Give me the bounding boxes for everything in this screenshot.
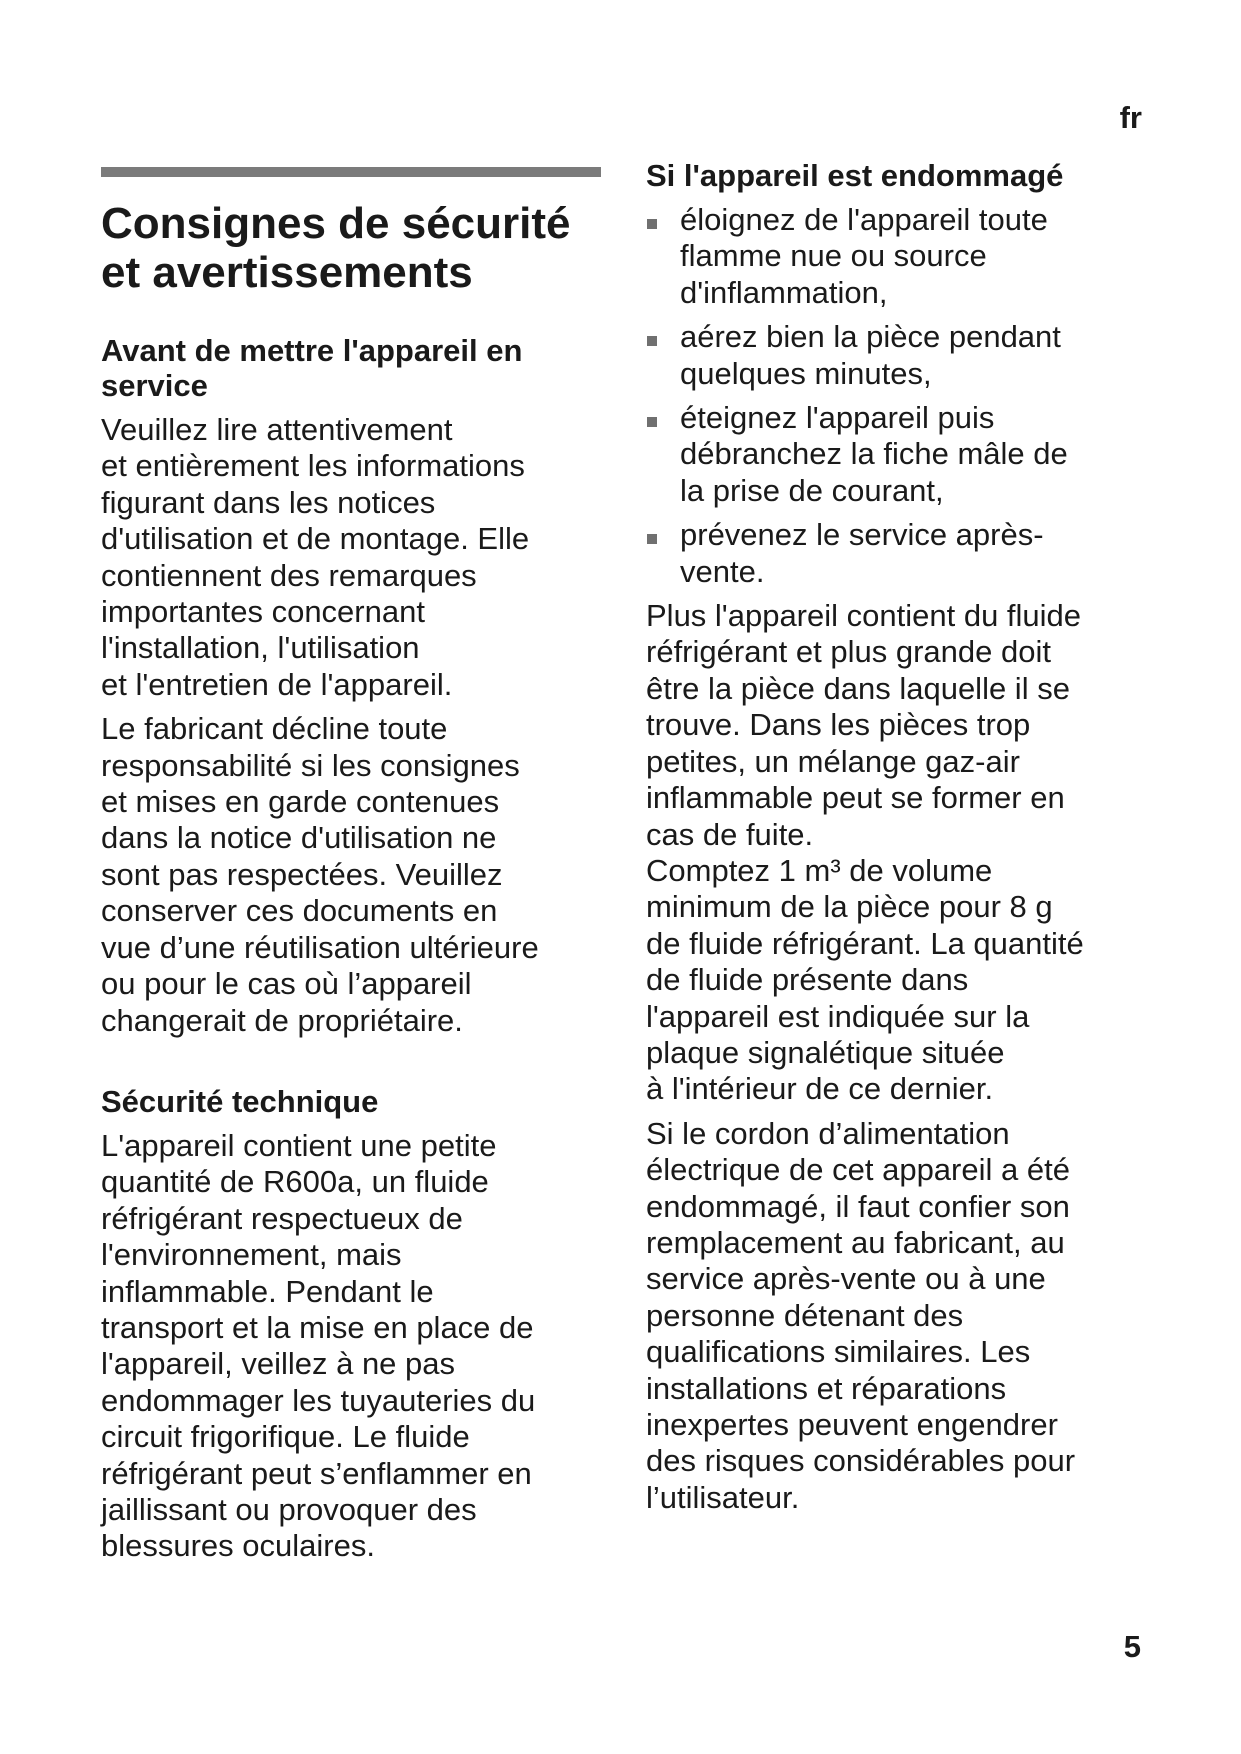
- paragraph-manufacturer-liability: Le fabricant décline toute responsabilité si les consignes et mises en garde contenues dans la notice d'utilisation ne sont pas respectées. Veuillez conserver ces documents en vue d’une réutilisation ultérieure ou pour le cas où l’appareil changerait de propriétaire.: [101, 711, 539, 1038]
- list-item-text: éloignez de l'appareil toute flamme nue ou source d'inflammation,: [680, 202, 1048, 310]
- section-heading-damaged-appliance: Si l'appareil est endommagé: [646, 158, 1064, 193]
- section-divider-bar: [101, 167, 601, 177]
- list-item: [646, 319, 1146, 392]
- square-bullet-icon: [647, 534, 657, 544]
- paragraph-power-cord: Si le cordon d’alimentation électrique de cet appareil a été endommagé, il faut confier son remplacement au fabricant, au service après-vente ou à une personne détenant des qualifications similaires. Les installations et réparations inexpertes peuvent engendrer des risques considérables pour l’utilisateur.: [646, 1115, 1076, 1515]
- paragraph-volume-requirement: Comptez 1 m³ de volume minimum de la pièce pour 8 g de fluide réfrigérant. La quantité de fluide présente dans l'appareil est indiquée sur la plaque signalétique située à l'intérieur de ce dernier.: [646, 852, 1084, 1107]
- paragraph-read-instructions: Veuillez lire attentivement et entièrement les informations figurant dans les notices d'utilisation et de montage. Elle contiennent des remarques importantes concernant l'installation, l'utilisation et l'entretien de l'appareil.: [101, 412, 530, 702]
- section-heading-technical-safety: Sécurité technique: [101, 1083, 379, 1119]
- square-bullet-icon: [647, 417, 657, 427]
- list-item-text: aérez bien la pièce pendant quelques minutes,: [680, 319, 1061, 391]
- list-item-text: éteignez l'appareil puis débranchez la fiche mâle de la prise de courant,: [680, 400, 1068, 508]
- right-column: [646, 158, 1146, 1524]
- page-number: 5: [1123, 1629, 1141, 1664]
- square-bullet-icon: [647, 219, 657, 229]
- paragraph-room-size: Plus l'appareil contient du fluide réfrigérant et plus grande doit être la pièce dans laquelle il se trouve. Dans les pièces trop petites, un mélange gaz-air inflammable peut se former en cas de fuite.: [646, 598, 1082, 852]
- section-heading-before-use: Avant de mettre l'appareil en service: [101, 333, 523, 403]
- damage-action-list: [646, 202, 1146, 590]
- list-item: [646, 202, 1146, 311]
- left-column: [101, 167, 601, 1573]
- paragraph-refrigerant-info: L'appareil contient une petite quantité de R600a, un fluide réfrigérant respectueux de l'environnement, mais inflammable. Pendant le transport et la mise en place de l'appareil, veillez à ne pas endommager les tuyauteries du circuit frigorifique. Le fluide réfrigérant peut s’enflammer en jaillissant ou provoquer des blessures oculaires.: [101, 1127, 536, 1564]
- page-title: Consignes de sécurité et avertissements: [101, 199, 571, 297]
- list-item: [646, 400, 1146, 509]
- list-item-text: prévenez le service après- vente.: [680, 517, 1044, 589]
- square-bullet-icon: [647, 336, 657, 346]
- list-item: [646, 517, 1146, 590]
- language-code: fr: [1119, 100, 1142, 135]
